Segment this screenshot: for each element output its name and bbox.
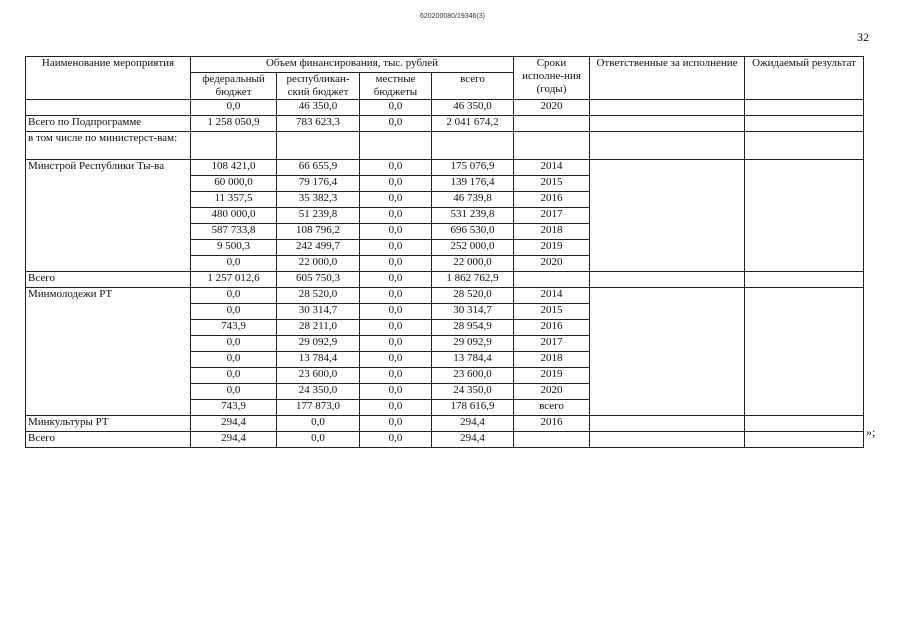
cell-year: 2017 bbox=[514, 208, 590, 224]
cell-total: 28 520,0 bbox=[432, 288, 514, 304]
cell-year: 2018 bbox=[514, 224, 590, 240]
cell-year: 2015 bbox=[514, 176, 590, 192]
cell-total: 294,4 bbox=[432, 416, 514, 432]
cell-federal: 0,0 bbox=[191, 256, 277, 272]
cell-year: 2020 bbox=[514, 100, 590, 116]
cell-federal: 743,9 bbox=[191, 320, 277, 336]
cell-republican bbox=[277, 132, 360, 160]
cell-local bbox=[360, 132, 432, 160]
header-total: всего bbox=[432, 73, 514, 100]
cell-republican: 29 092,9 bbox=[277, 336, 360, 352]
page-number: 32 bbox=[857, 30, 869, 44]
cell-year: 2020 bbox=[514, 384, 590, 400]
cell-federal: 0,0 bbox=[191, 336, 277, 352]
cell-local: 0,0 bbox=[360, 224, 432, 240]
cell-name: Всего по Подпрограмме bbox=[26, 116, 191, 132]
cell-local: 0,0 bbox=[360, 256, 432, 272]
cell-federal: 0,0 bbox=[191, 352, 277, 368]
cell-local: 0,0 bbox=[360, 432, 432, 448]
cell-federal: 0,0 bbox=[191, 368, 277, 384]
cell-year: 2019 bbox=[514, 368, 590, 384]
cell-republican: 22 000,0 bbox=[277, 256, 360, 272]
cell-year bbox=[514, 272, 590, 288]
funding-table bbox=[25, 56, 864, 448]
cell-federal: 480 000,0 bbox=[191, 208, 277, 224]
cell-total bbox=[432, 132, 514, 160]
cell-local: 0,0 bbox=[360, 304, 432, 320]
cell-year bbox=[514, 116, 590, 132]
cell-local: 0,0 bbox=[360, 320, 432, 336]
cell-responsible bbox=[590, 100, 745, 116]
cell-expected bbox=[745, 100, 864, 116]
table-row bbox=[26, 416, 864, 432]
cell-federal: 294,4 bbox=[191, 416, 277, 432]
cell-year: 2015 bbox=[514, 304, 590, 320]
cell-federal: 0,0 bbox=[191, 288, 277, 304]
cell-federal: 0,0 bbox=[191, 304, 277, 320]
cell-total: 696 530,0 bbox=[432, 224, 514, 240]
cell-federal: 294,4 bbox=[191, 432, 277, 448]
cell-year bbox=[514, 132, 590, 160]
cell-republican: 783 623,3 bbox=[277, 116, 360, 132]
table-row bbox=[26, 272, 864, 288]
cell-total: 252 000,0 bbox=[432, 240, 514, 256]
header-federal: федеральный бюджет bbox=[191, 73, 277, 100]
cell-total: 175 076,9 bbox=[432, 160, 514, 176]
table-row bbox=[26, 160, 864, 176]
cell-local: 0,0 bbox=[360, 400, 432, 416]
table-row bbox=[26, 116, 864, 132]
cell-local: 0,0 bbox=[360, 208, 432, 224]
cell-federal: 587 733,8 bbox=[191, 224, 277, 240]
cell-responsible bbox=[590, 432, 745, 448]
header-republican: республикан-ский бюджет bbox=[277, 73, 360, 100]
cell-responsible bbox=[590, 132, 745, 160]
cell-year: 2014 bbox=[514, 288, 590, 304]
cell-name bbox=[26, 100, 191, 116]
cell-republican: 66 655,9 bbox=[277, 160, 360, 176]
cell-republican: 0,0 bbox=[277, 416, 360, 432]
cell-federal: 743,9 bbox=[191, 400, 277, 416]
cell-local: 0,0 bbox=[360, 240, 432, 256]
cell-year: 2019 bbox=[514, 240, 590, 256]
cell-year bbox=[514, 432, 590, 448]
cell-expected bbox=[745, 272, 864, 288]
cell-republican: 0,0 bbox=[277, 432, 360, 448]
cell-name: Минкультуры РТ bbox=[26, 416, 191, 432]
cell-total: 30 314,7 bbox=[432, 304, 514, 320]
cell-local: 0,0 bbox=[360, 116, 432, 132]
cell-name: Минмолодежи РТ bbox=[26, 288, 191, 416]
header-funding: Объем финансирования, тыс. рублей bbox=[191, 57, 514, 73]
cell-federal: 108 421,0 bbox=[191, 160, 277, 176]
cell-responsible bbox=[590, 416, 745, 432]
table-row bbox=[26, 432, 864, 448]
cell-federal: 0,0 bbox=[191, 100, 277, 116]
cell-republican: 108 796,2 bbox=[277, 224, 360, 240]
table-row bbox=[26, 288, 864, 304]
header-local: местные бюджеты bbox=[360, 73, 432, 100]
cell-federal: 1 257 012,6 bbox=[191, 272, 277, 288]
cell-year: 2016 bbox=[514, 320, 590, 336]
cell-expected bbox=[745, 416, 864, 432]
header-responsible: Ответственные за исполнение bbox=[590, 57, 745, 100]
header-terms: Сроки исполне-ния (годы) bbox=[514, 57, 590, 100]
header-expected: Ожидаемый результат bbox=[745, 57, 864, 100]
cell-total: 24 350,0 bbox=[432, 384, 514, 400]
cell-federal: 60 000,0 bbox=[191, 176, 277, 192]
cell-responsible bbox=[590, 272, 745, 288]
cell-total: 22 000,0 bbox=[432, 256, 514, 272]
cell-local: 0,0 bbox=[360, 100, 432, 116]
cell-total: 1 862 762,9 bbox=[432, 272, 514, 288]
cell-name: Всего bbox=[26, 272, 191, 288]
cell-local: 0,0 bbox=[360, 288, 432, 304]
cell-expected bbox=[745, 432, 864, 448]
cell-expected bbox=[745, 116, 864, 132]
cell-local: 0,0 bbox=[360, 176, 432, 192]
cell-year: 2018 bbox=[514, 352, 590, 368]
cell-republican: 51 239,8 bbox=[277, 208, 360, 224]
cell-total: 531 239,8 bbox=[432, 208, 514, 224]
cell-republican: 23 600,0 bbox=[277, 368, 360, 384]
cell-total: 28 954,9 bbox=[432, 320, 514, 336]
cell-year: всего bbox=[514, 400, 590, 416]
cell-year: 2016 bbox=[514, 192, 590, 208]
header-name: Наименование мероприятия bbox=[26, 57, 191, 100]
cell-republican: 605 750,3 bbox=[277, 272, 360, 288]
cell-total: 139 176,4 bbox=[432, 176, 514, 192]
cell-local: 0,0 bbox=[360, 192, 432, 208]
cell-republican: 35 382,3 bbox=[277, 192, 360, 208]
cell-total: 178 616,9 bbox=[432, 400, 514, 416]
closing-quote-mark: »; bbox=[866, 425, 876, 439]
cell-name: Минстрой Республики Ты-ва bbox=[26, 160, 191, 272]
cell-name: в том числе по министерст-вам: bbox=[26, 132, 191, 160]
cell-local: 0,0 bbox=[360, 336, 432, 352]
cell-total: 13 784,4 bbox=[432, 352, 514, 368]
cell-expected bbox=[745, 288, 864, 416]
cell-federal: 0,0 bbox=[191, 384, 277, 400]
cell-federal: 9 500,3 bbox=[191, 240, 277, 256]
cell-local: 0,0 bbox=[360, 384, 432, 400]
cell-total: 29 092,9 bbox=[432, 336, 514, 352]
cell-local: 0,0 bbox=[360, 272, 432, 288]
cell-total: 2 041 674,2 bbox=[432, 116, 514, 132]
cell-total: 46 350,0 bbox=[432, 100, 514, 116]
cell-local: 0,0 bbox=[360, 160, 432, 176]
cell-expected bbox=[745, 132, 864, 160]
cell-responsible bbox=[590, 288, 745, 416]
cell-republican: 30 314,7 bbox=[277, 304, 360, 320]
cell-responsible bbox=[590, 160, 745, 272]
cell-republican: 79 176,4 bbox=[277, 176, 360, 192]
cell-expected bbox=[745, 160, 864, 272]
cell-total: 46 739,8 bbox=[432, 192, 514, 208]
cell-local: 0,0 bbox=[360, 416, 432, 432]
cell-year: 2017 bbox=[514, 336, 590, 352]
cell-local: 0,0 bbox=[360, 368, 432, 384]
cell-local: 0,0 bbox=[360, 352, 432, 368]
cell-federal bbox=[191, 132, 277, 160]
cell-republican: 24 350,0 bbox=[277, 384, 360, 400]
cell-year: 2014 bbox=[514, 160, 590, 176]
cell-federal: 1 258 050,9 bbox=[191, 116, 277, 132]
table-row bbox=[26, 132, 864, 160]
cell-total: 294,4 bbox=[432, 432, 514, 448]
cell-republican: 28 211,0 bbox=[277, 320, 360, 336]
cell-total: 23 600,0 bbox=[432, 368, 514, 384]
cell-federal: 11 357,5 bbox=[191, 192, 277, 208]
table-row bbox=[26, 100, 864, 116]
cell-republican: 13 784,4 bbox=[277, 352, 360, 368]
document-code: 620200080/19346(3) bbox=[419, 13, 485, 20]
cell-year: 2016 bbox=[514, 416, 590, 432]
cell-responsible bbox=[590, 116, 745, 132]
cell-republican: 46 350,0 bbox=[277, 100, 360, 116]
cell-name: Всего bbox=[26, 432, 191, 448]
cell-republican: 242 499,7 bbox=[277, 240, 360, 256]
cell-republican: 177 873,0 bbox=[277, 400, 360, 416]
cell-republican: 28 520,0 bbox=[277, 288, 360, 304]
cell-year: 2020 bbox=[514, 256, 590, 272]
